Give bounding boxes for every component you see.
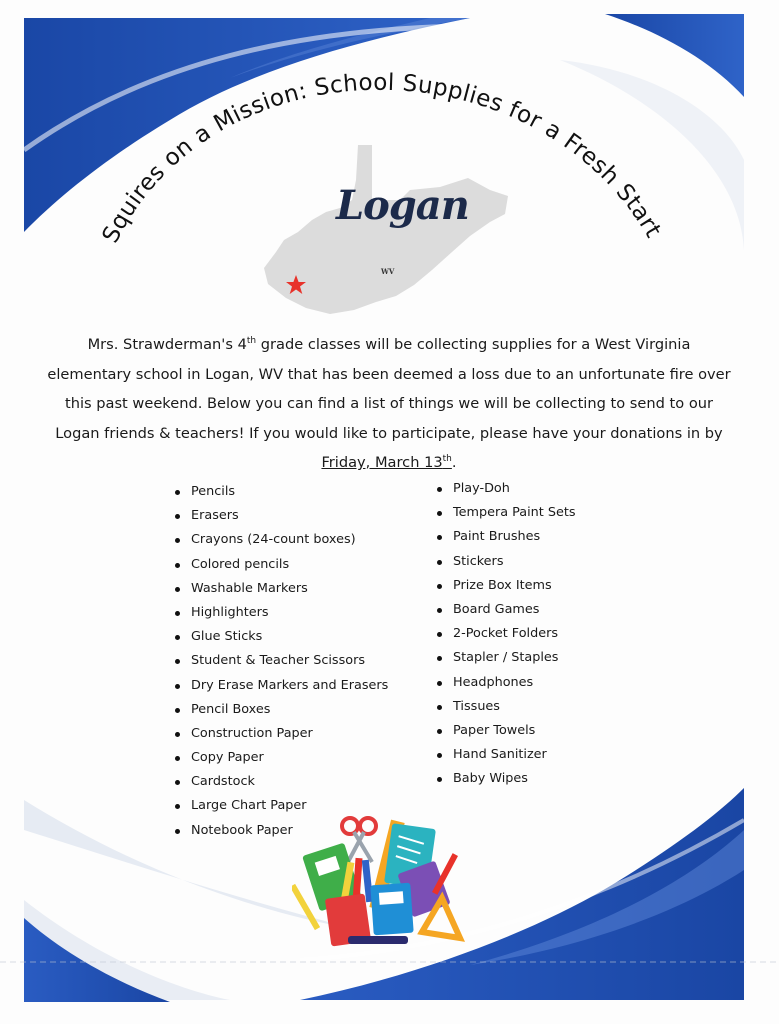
list-item: Washable Markers bbox=[175, 577, 388, 601]
list-item: Student & Teacher Scissors bbox=[175, 649, 388, 673]
list-item: Stickers bbox=[437, 550, 576, 574]
list-item: Cardstock bbox=[175, 770, 388, 794]
map-state-label: WV bbox=[381, 267, 395, 276]
intro-ordinal: th bbox=[246, 336, 257, 347]
list-item: Erasers bbox=[175, 504, 388, 528]
list-item: Construction Paper bbox=[175, 722, 388, 746]
intro-text-start: Mrs. Strawderman's 4 bbox=[87, 336, 247, 353]
deadline-date bbox=[321, 454, 451, 471]
list-item: Notebook Paper bbox=[175, 819, 388, 843]
school-supplies-illustration bbox=[292, 812, 472, 952]
list-item: Crayons (24-count boxes) bbox=[175, 528, 388, 552]
map-city-label: Logan bbox=[336, 182, 469, 229]
list-item: Tissues bbox=[437, 695, 576, 719]
list-item: Paint Brushes bbox=[437, 525, 576, 549]
list-item: Board Games bbox=[437, 598, 576, 622]
intro-text-end: . bbox=[451, 454, 457, 471]
flyer-title-text: Squires on a Mission: School Supplies for a Fresh Start bbox=[97, 69, 667, 248]
list-item: 2-Pocket Folders bbox=[437, 622, 576, 646]
list-item: Hand Sanitizer bbox=[437, 743, 576, 767]
list-item: Pencils bbox=[175, 480, 388, 504]
list-item: Tempera Paint Sets bbox=[437, 501, 576, 525]
list-item: Stapler / Staples bbox=[437, 646, 576, 670]
list-item: Baby Wipes bbox=[437, 767, 576, 791]
list-item: Prize Box Items bbox=[437, 574, 576, 598]
list-item: Glue Sticks bbox=[175, 625, 388, 649]
deadline-ordinal: th bbox=[442, 454, 452, 465]
list-item: Paper Towels bbox=[437, 719, 576, 743]
list-item: Copy Paper bbox=[175, 746, 388, 770]
list-item: Large Chart Paper bbox=[175, 794, 388, 818]
list-item: Pencil Boxes bbox=[175, 698, 388, 722]
intro-paragraph bbox=[44, 330, 734, 478]
deadline-text: Friday, March 13 bbox=[321, 454, 443, 471]
supply-list-left bbox=[175, 480, 388, 843]
list-item: Highlighters bbox=[175, 601, 388, 625]
supply-list-right bbox=[437, 477, 576, 791]
intro-text-middle: grade classes will be collecting supplies for a West Virginia elementary school in Logan, WV that has been deemed a loss due to an unfortunate fire over this past weekend. Below you can find a list of things we will be collecting to send to our Logan friends & teachers! If you would like to participate, please have your donations in by bbox=[47, 336, 731, 442]
list-item: Play-Doh bbox=[437, 477, 576, 501]
list-item: Headphones bbox=[437, 671, 576, 695]
list-item: Colored pencils bbox=[175, 553, 388, 577]
list-item: Dry Erase Markers and Erasers bbox=[175, 674, 388, 698]
